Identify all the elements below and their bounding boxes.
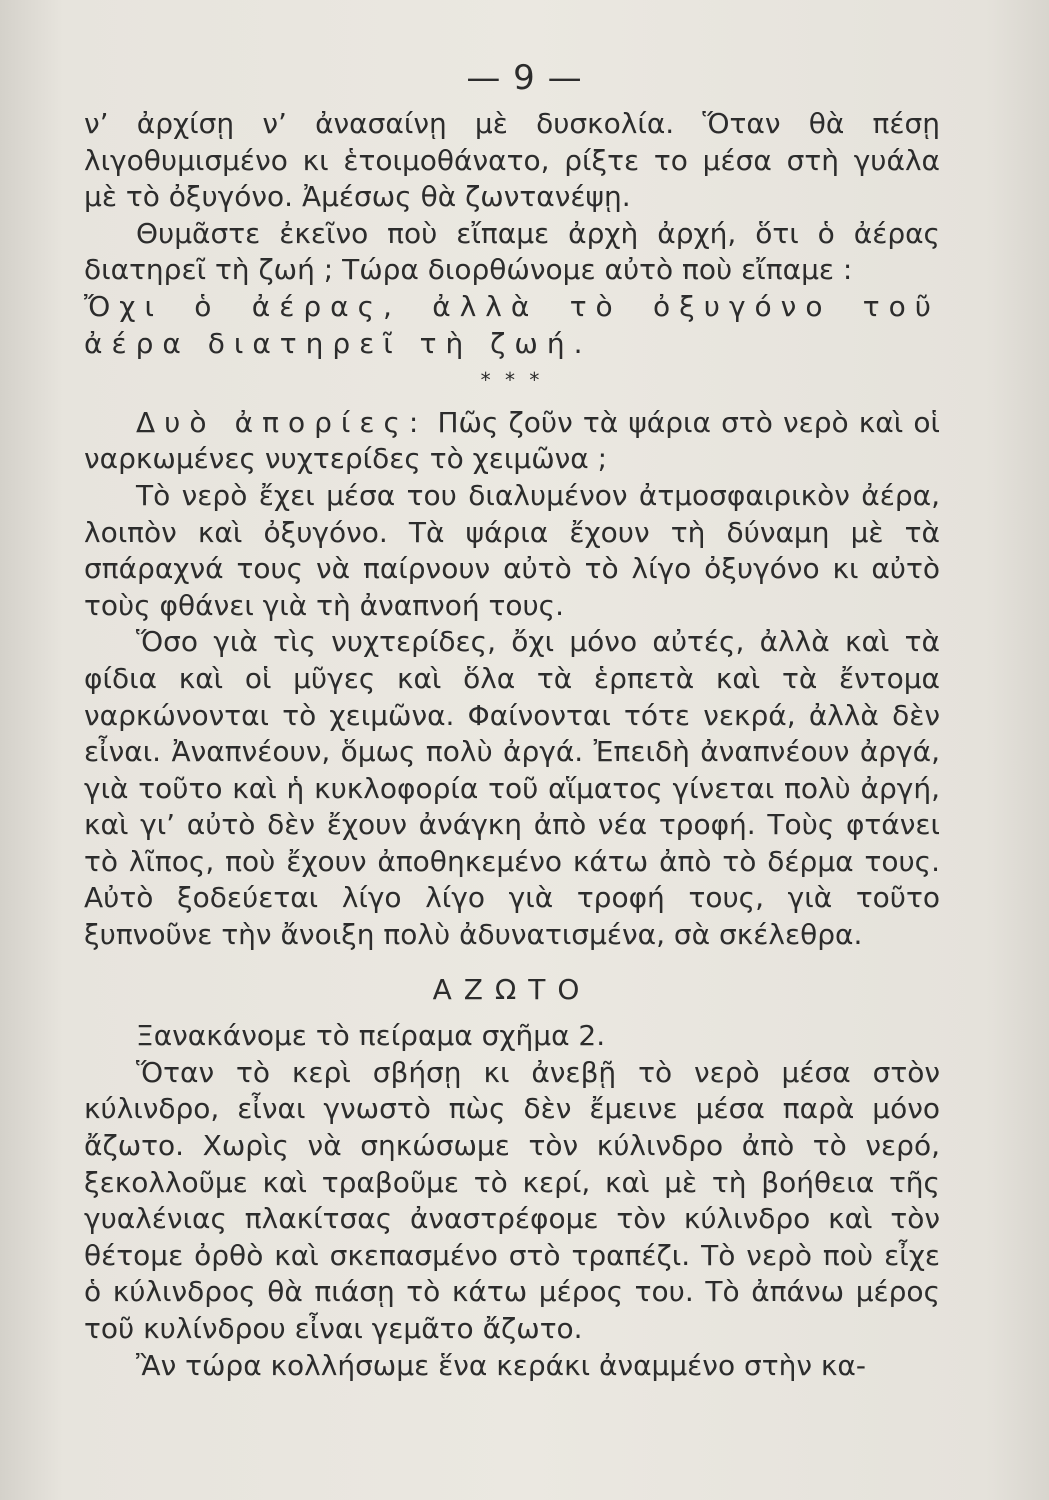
paragraph: ν’ ἀρχίσῃ ν’ ἀνασαίνῃ μὲ δυσκολία. Ὅταν θὰ πέσῃ λιγοθυμισμένο κι ἑτοιμοθάνατο, ρίξτε το μέσα στὴ γυάλα μὲ τὸ ὀξυγόνο. Ἀμέσως θὰ ζωντανέψῃ. [84,107,940,214]
page-number: — 9 — [466,58,583,98]
section-heading: ΑΖΩΤΟ [432,972,592,1006]
paragraph [84,405,940,478]
paragraph: Θυμᾶστε ἐκεῖνο ποὺ εἴπαμε ἀρχὴ ἀρχή, ὅτι ὁ ἀέρας διατηρεῖ τὴ ζωή ; Τώρα διορθώνομε αὐτὸ ποὺ εἴπαμε : [84,216,940,287]
paragraph-continuation: Πῶς ζοῦν τὰ ψάρια στὸ νερὸ καὶ οἱ ναρκωμένες νυχτερίδες τὸ χειμῶνα ; [84,405,940,476]
paragraph: Ἂν τώρα κολλήσωμε ἕνα κεράκι ἀναμμένο στὴν κα- [136,1348,866,1382]
paragraph: Τὸ νερὸ ἔχει μέσα του διαλυμένον ἀτμοσφαιρικὸν ἀέρα, λοιπὸν καὶ ὀξυγόνο. Τὰ ψάρια ἔχουν τὴ δύναμη μὲ τὰ σπάραχνά τους νὰ παίρνουν αὐτὸ τὸ λίγο ὀξυγόνο κι αὐτὸ τοὺς φθάνει γιὰ τὴ ἀναπνοή τους. [84,478,940,622]
spaced-lead-in: Δυὸ ἀπορίες: [136,405,428,439]
spaced-statement: Ὄχι ὁ ἀέρας, ἀλλὰ τὸ ὀξυγόνο τοῦ ἀέρα διατηρεῖ τὴ ζωή. [84,289,940,360]
section-separator: * * * [480,368,544,393]
paragraph: Ὅταν τὸ κερὶ σβήσῃ κι ἀνεβῇ τὸ νερὸ μέσα στὸν κύλινδρο, εἶναι γνωστὸ πὼς δὲν ἔμεινε μέσα παρὰ μόνο ἄζωτο. Χωρὶς νὰ σηκώσωμε τὸν κύλινδρο ἀπὸ τὸ νερό, ξεκολλοῦμε καὶ τραβοῦμε τὸ κερί, καὶ μὲ τὴ βοήθεια τῆς γυαλένιας πλακίτσας ἀναστρέφομε τὸν κύλινδρο καὶ τὸν θέτομε ὀρθὸ καὶ σκεπασμένο στὸ τραπέζι. Τὸ νερὸ ποὺ εἶχε ὁ κύλινδρος θὰ πιάσῃ τὸ κάτω μέρος του. Τὸ ἀπάνω μέρος τοῦ κυλίνδρου εἶναι γεμᾶτο ἄζωτο. [84,1055,940,1345]
paragraph: Ξανακάνομε τὸ πείραμα σχῆμα 2. [136,1019,606,1053]
paragraph: Ὅσο γιὰ τὶς νυχτερίδες, ὄχι μόνο αὐτές, ἀλλὰ καὶ τὰ φίδια καὶ οἱ μῦγες καὶ ὅλα τὰ ἑρπετὰ καὶ τὰ ἔντομα ναρκώνονται τὸ χειμῶνα. Φαίνονται τότε νεκρά, ἀλλὰ δὲν εἶναι. Ἀναπνέουν, ὅμως πολὺ ἀργά. Ἐπειδὴ ἀναπνέουν ἀργά, γιὰ τοῦτο καὶ ἡ κυκλοφορία τοῦ αἵματος γίνεται πολὺ ἀργή, καὶ γι’ αὐτὸ δὲν ἔχουν ἀνάγκη ἀπὸ νέα τροφή. Τοὺς φτάνει τὸ λῖπος, ποὺ ἔχουν ἀποθηκεμένο κάτω ἀπὸ τὸ δέρμα τους. Αὐτὸ ξοδεύεται λίγο λίγο γιὰ τροφή τους, γιὰ τοῦτο ξυπνοῦνε τὴν ἄνοιξη πολὺ ἀδυνατισμένα, σὰ σκέλεθρα. [84,625,940,952]
body-text [84,106,940,1384]
